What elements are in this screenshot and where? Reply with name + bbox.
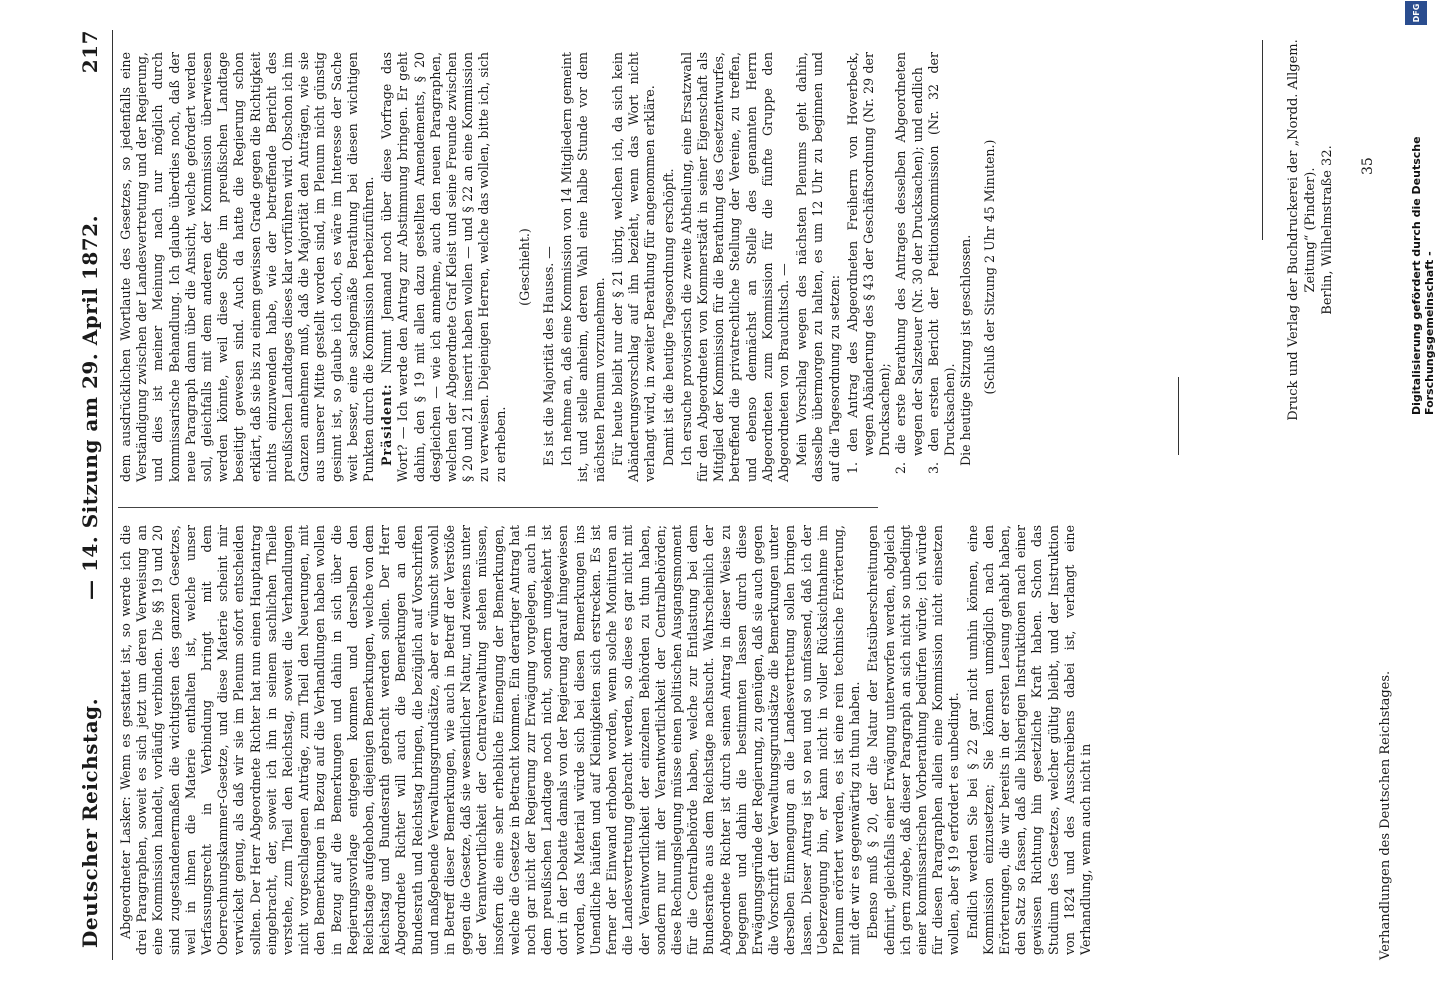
next-session: Mein Vorschlag wegen des nächsten Plenums geht dahin, dasselbe übermorgen zu halten, es um 12 Uhr zu beginnen und auf die Tagesordnung zu setzen:	[794, 52, 842, 482]
session-end-time: (Schluß der Sitzung 2 Uhr 45 Minuten.)	[982, 139, 998, 395]
president-paragraph	[379, 52, 509, 482]
column-divider	[118, 507, 878, 508]
majority-statement: Es ist die Majorität des Hauses. —	[541, 246, 557, 466]
lasker-speech-continued: dem ausdrücklichen Wortlaute des Gesetzes, so jedenfalls eine Verständigung zwischen der Landesvertretung und der Regierung, und dies ist meiner Meinung nach nur möglich durch kommissarische Behandlung. Ich glaube überdies noch, daß der neue Paragraph dann über die Ansicht, welche gefordert werden soll, gleichfalls mit dem anderen der Kommission überwiesen werden könnte, weil diese Stoffe im preußischen Landtage beseitigt gewesen sind. Auch da hatte die Regierung schon erklärt, daß sie bis zu einem gewissen Grade gegen die Richtigkeit nichts einzuwenden habe, wie der betreffende Bericht des preußischen Landtages dieses klar vorführen wird. Obschon ich im Ganzen annehmen muß, daß die Majorität den Anträgen, wie sie aus unserer Mitte gestellt worden sind, im Plenum nicht günstig gesinnt ist, so glaube ich doch, es wäre im Interesse der Sache weit besser, eine sachgemäße Berathung bei diesen wichtigen Punkten durch die Kommission herbeizuführen.	[118, 52, 377, 482]
next-business: Ich ersuche provisorisch die zweite Abtheilung, eine Ersatzwahl für den Abgeordneten von Kommerstädt in seiner Eigenschaft als Mitglied der Kommission für die Berathung des Gesetzentwurfes, betreffend die privatrechtliche Stellung der Vereine, zu treffen, und ebenso demnächst an Stelle des genannten Herrn Abgeordneten zum Kommission für die fünfte Gruppe den Abgeordneten von Brauchitsch. —	[678, 52, 791, 482]
stage-direction: (Geschieht.)	[516, 228, 532, 306]
session-closing: Die heutige Sitzung ist geschlossen.	[958, 234, 974, 466]
president-text: Nimmt Jemand noch über diese Vorfrage das Wort? — Ich werde den Antrag zur Abstimmung bringen. Er geht dahin, den § 19 mit allen dazu gestellten Amendements, § 20 desgleichen — wie ich annehme, auch den neuen Paragraphen, welchen der Abgeordnete Graf Kleist und seine Freunde zwischen § 20 und 21 inserirt haben wollen — und § 22 an eine Kommission zu verweisen. Diejenigen Herren, welche das wollen, bitte ich, sich zu erheben.	[379, 51, 508, 482]
footer-publication: Verhandlungen des Deutschen Reichstages.	[1378, 670, 1393, 960]
remaining-paragraph: Für heute bleibt nur der § 21 übrig, welchen ich, da sich kein Abänderungsvorschlag auf ihn bezieht, wenn das Wort nicht verlangt wird, in zweiter Berathung für angenommen erkläre.	[609, 52, 658, 482]
agenda-item: 3. den ersten Bericht der Petitionskommission (Nr. 32 der Drucksachen).	[925, 52, 957, 474]
dfg-logo	[1405, 1, 1427, 25]
lasker-speech-3: Endlich werden Sie bei § 22 gar nicht umhin können, eine Kommission einzusetzen; Sie können unmöglich nach den Erörterungen, die wir bereits in der ersten Lesung gehabt haben, den Satz so fassen, daß alle bisherigen Instruktionen nach einer gewissen Richtung hin gesetzliche Kraft haben. Schon das Studium des Gesetzes, welcher gültig bleibt, und der Instruktion von 1824 und des Ausschreibens dabei ist, verlangt eine Verhandlung, wenn auch nicht in	[964, 525, 1093, 955]
printer-line-1: Druck und Verlag der Buchdruckerei der „Nordd. Allgem. Zeitung“ (Pindter).	[1286, 39, 1318, 421]
header-rule	[112, 30, 113, 960]
lasker-speech-2: Ebenso muß § 20, der die Natur der Etatsüberschreitungen definirt, gleichfalls einer Erwägung unterworfen werden, obgleich ich gern zugebe, daß dieser Paragraph an sich nicht so unbedingt einer kommissarischen Vorberathung bedürfen würde; ich würde für diesen Paragraphen allein eine Kommission nicht einsetzen wollen, aber § 19 erfordert es unbedingt.	[865, 525, 962, 955]
digitization-note: Digitalisierung gefördert durch die Deutsche Forschungsgemeinschaft -	[1410, 136, 1436, 415]
president-speaker: Präsident:	[379, 383, 395, 466]
lasker-speech-1: Abgeordneter Lasker: Wenn es gestattet ist, so werde ich die drei Paragraphen, soweit es sich jetzt um deren Verweisung an eine Kommission handelt, vorläufig verbinden. Die §§ 19 und 20 sind zugestandenermaßen die wichtigsten des ganzen Gesetzes, weil in ihnen die Materie enthalten ist, welche unser Verfassungsrecht in Verbindung bringt mit dem Oberrechnungskammer-Gesetze, und diese Materie scheint mir verwickelt genug, als daß wir sie im Plenum sofort entscheiden sollten. Der Herr Abgeordnete Richter hat nun einen Hauptantrag eingebracht, der, soweit ich ihn in seinem sachlichen Theile verstehe, zum Theil den Reichstag, soweit die Verhandlungen nicht vorgeschlagenen Anträge, zum Theil den Neuerungen, mit den Bemerkungen in Bezug auf die Verhandlungen haben wollen in Bezug auf die Bemerkungen und dahin in sich über die Regierungsvorlage entgegen kommen und derselben den Reichstage aufgehoben, diejenigen Bemerkungen, welche von dem Reichstag und Bundesrath gebracht werden sollen. Der Herr Abgeordnete Richter will auch die Bemerkungen an den Bundesrath und Reichstag bringen, die bezüglich auf Vorschriften und maßgebende Verwaltungsgrundsätze, aber er wünscht sowohl in Betreff dieser Bemerkungen, wie auch in Betreff der Verstöße gegen die Gesetze, daß sie wesentlicher Natur, und zweitens unter der Verantwortlichkeit der Centralverwaltung stehen müssen, insofern die eine sehr erhebliche Einengung der Bemerkungen, welche die Gesetze in Betracht kommen. Ein derartiger Antrag hat noch gar nicht der Regierung zur Erwägung vorgelegen, auch in dem preußischen Landtage noch nicht, sondern umgekehrt ist dort in der Debatte damals von der Regierung darauf hingewiesen worden, das Material würde sich bei diesen Bemerkungen ins Unendliche häufen und auf Kleinigkeiten sich erstrecken. Es ist ferner der Einwand erhoben worden, wenn solche Monituren an die Landesvertretung gebracht werden, so diese es gar nicht mit der Verantwortlichkeit der einzelnen Behörden zu thun haben, sondern nur mit der Verantwortlichkeit der Centralbehörden; diese Rechnungslegung müsse einen politischen Ausgangsmoment für die Centralbehörde haben, welche zur Entlastung bei dem Bundesrathe aus dem Reichstage nachsucht. Wahrscheinlich der Abgeordnete Richter ist durch seinen Antrag in dieser Weise zu begegnen und dahin die bestimmten lassen durch diese Erwägungsgründe der Regierung, zu genügen, daß sie auch gegen die Vorschrift der Verwaltungsgrundsätze die Bemerkungen unter derselben Einmengung an die Landesvertretung sollen bringen lassen. Dieser Antrag ist so neu und so umfassend, daß ich der Ueberzeugung bin, er kann nicht in voller Rücksichtnahme im Plenum erörtert werden, es ist eine rein technische Erörterung, mit der wir es gegenwärtig zu thun haben.	[118, 525, 863, 955]
printer-line-2: Berlin, Wilhelmstraße 32.	[1320, 145, 1335, 315]
header-page-number: 217	[78, 30, 102, 74]
right-column	[118, 52, 1007, 482]
agenda-item: 1. den Antrag des Abgeordneten Freiherrn von Hoverbeck, wegen Abänderung des § 43 der Geschäftsordnung (Nr. 29 der Drucksachen);	[844, 52, 893, 474]
printer-imprint	[1285, 20, 1336, 440]
left-column	[118, 525, 1096, 955]
dfg-logo-text: DFG	[1411, 3, 1421, 23]
end-rule	[1178, 377, 1179, 455]
header-publication: Deutscher Reichstag.	[78, 697, 102, 948]
agenda-done: Damit ist die heutige Tagesordnung erschöpft.	[660, 168, 676, 466]
printer-rule	[1262, 40, 1263, 240]
header-session: — 14. Sitzung am 29. April 1872.	[78, 214, 102, 600]
commission-proposal: Ich nehme an, daß eine Kommission von 14 Mitgliedern gemeint ist, und stelle anheim, deren Wahl eine halbe Stunde vor dem nächsten Plenum vorzunehmen.	[559, 52, 607, 482]
agenda-item: 2. die erste Berathung des Antrages desselben Abgeordneten wegen der Salzsteuer (Nr. 30 der Drucksachen); und endlich	[893, 52, 925, 474]
sheet-number: 35	[1360, 157, 1376, 175]
page-header	[78, 30, 108, 960]
